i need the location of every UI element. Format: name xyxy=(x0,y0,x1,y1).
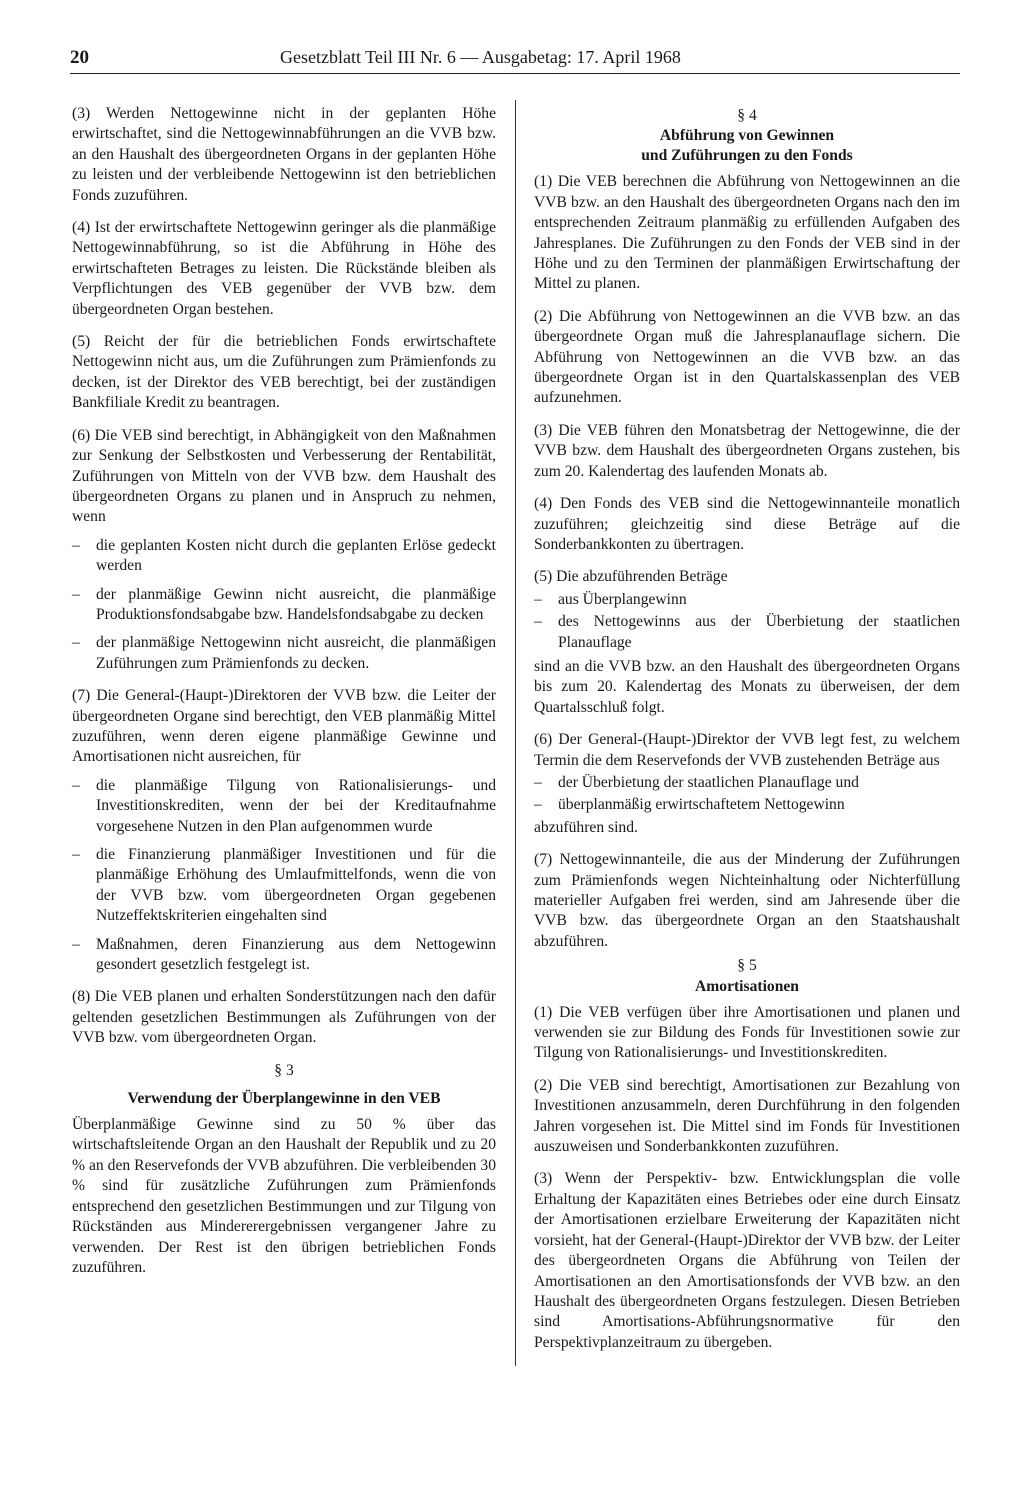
paragraph-amort-2: (2) Die VEB sind berechtigt, Amortisationen zur Bezahlung von Investitionen anzusammeln, deren Durchführung in den folgenden Jahren vorgesehen ist. Die Mittel sind im Fonds für Investitionen auszuweisen und Sonderbankkonten zuzuführen. xyxy=(534,1076,960,1156)
list-item: – Maßnahmen, deren Finanzierung aus dem Nettogewinn gesondert gesetzlich festgelegt ist. xyxy=(72,935,496,974)
paragraph-left-5: (5) Reicht der für die betrieblichen Fonds erwirtschaftete Nettogewinn nicht aus, um die Zuführungen zum Prämienfonds zu decken, ist der Direktor des VEB berechtigt, bei der zuständigen Bankfiliale Kredit zu beantragen. xyxy=(72,333,496,412)
paragraph-right-4: (4) Den Fonds des VEB sind die Nettogewinnanteile monatlich zuzuführen; gleichzeitig sind diese Beträge auf die Sonderbankkonten zu übertragen. xyxy=(534,495,960,553)
paragraph-left-6: (6) Die VEB sind berechtigt, in Abhängigkeit von den Maßnahmen zur Senkung der Selbstkosten und Verbesserung der Rentabilität, Zuführungen von Mitteln von der VVB bzw. dem Haushalt des übergeordneten Organs zu planen und in Anspruch zu nehmen, wenn xyxy=(72,426,496,526)
paragraph-left-4: (4) Ist der erwirtschaftete Nettogewinn geringer als die planmäßige Nettogewinnabführung, so ist die Abführung in Höhe des erwirtschafteten Betrages zu leisten. Die Rückstände bleiben als Verpflichtungen des VEB gegenüber der VVB bzw. dem übergeordneten Organ bestehen. xyxy=(72,219,496,318)
list-item: – die planmäßige Tilgung von Rationalisierungs- und Investitionskrediten, wenn der bei der Kreditaufnahme vorgesehene Nutzen in den Plan aufgenommen wurde xyxy=(72,776,496,835)
paragraph-right-6-tail: abzuführen sind. xyxy=(534,818,638,836)
paragraph-left-3: (3) Werden Nettogewinne nicht in der geplanten Höhe erwirtschaftet, sind die Nettogewinnabführungen an die VVB bzw. an den Haushalt des übergeordneten Organs in der geplanten Höhe zu leisten und der verbleibende Nettogewinn ist den betrieblichen Fonds zuzuführen. xyxy=(72,105,496,204)
section-3-text: Überplanmäßige Gewinne sind zu 50 % über das wirtschaftsleitende Organ an den Haushalt der Republik und zu 20 % an den Reservefonds der VVB abzuführen. Die verbleibenden 30 % sind für zusätzliche Zuführungen zum Prämienfonds entsprechend den gesetzlichen Bestimmungen und zur Tilgung von Rückständen aus Mindererergebnissen vergangener Jahre zu verwenden. Der Rest ist den übrigen betrieblichen Fonds zuzuführen. xyxy=(72,1116,496,1276)
paragraph-right-2: (2) Die Abführung von Nettogewinnen an die VVB bzw. an das übergeordnete Organ muß die Jahresplanauflage sichern. Die Abführung von Nettogewinnen an die VVB bzw. an das übergeordnete Organ ist in den Quartalskassenplan des VEB aufzunehmen. xyxy=(534,307,960,407)
page-number: 20 xyxy=(70,47,89,68)
section-number-5: § 5 xyxy=(737,957,757,975)
paragraph-right-7: (7) Nettogewinnanteile, die aus der Minderung der Zuführungen zum Prämienfonds wegen Nichteinhaltung oder Nichterfüllung materieller Aufgaben frei werden, sind am Jahresende über die VVB bzw. das übergeordnete Organ an den Staatshaushalt abzuführen. xyxy=(534,851,960,950)
section-title-5: Amortisationen xyxy=(695,977,799,995)
list-item: – des Nettogewinns aus der Überbietung der staatlichen Planauflage xyxy=(534,613,960,651)
list-item: – die Finanzierung planmäßiger Investitionen und für die planmäßige Erhöhung des Umlaufmittelfonds, wenn die von der VVB bzw. vom übergeordneten Organ gegebenen Nutzeffektskriterien eingehalten sind xyxy=(72,846,496,925)
section-title-4 xyxy=(534,126,960,166)
paragraph-right-5: (5) Die abzuführenden Beträge xyxy=(534,568,728,586)
paragraph-left-8: (8) Die VEB planen und erhalten Sonderstützungen nach den dafür geltenden gesetzlichen Bestimmungen als Zuführungen von der VVB bzw. vom übergeordneten Organ. xyxy=(72,988,496,1047)
paragraph-right-3: (3) Die VEB führen den Monatsbetrag der Nettogewinne, die der VVB bzw. dem Haushalt des übergeordneten Organs zustehen, bis zum 20. Kalendertag des laufenden Monats ab. xyxy=(534,421,960,480)
section-title-3: Verwendung der Überplangewinne in den VEB xyxy=(127,1090,441,1108)
paragraph-right-6: (6) Der General-(Haupt-)Direktor der VVB legt fest, zu welchem Termin die dem Reservefonds der VVB zustehenden Beträge aus xyxy=(534,731,960,769)
list-item: – aus Überplangewinn xyxy=(534,590,687,608)
list-item: – der Überbietung der staatlichen Planauflage und xyxy=(534,773,859,791)
section-title-4-line-1: Abführung von Gewinnen xyxy=(659,127,835,145)
section-number-3: § 3 xyxy=(274,1061,294,1079)
column-divider xyxy=(515,100,516,1366)
list-item: – die geplanten Kosten nicht durch die geplanten Erlöse gedeckt werden xyxy=(72,536,496,575)
paragraph-right-5-tail: sind an die VVB bzw. an den Haushalt des übergeordneten Organs bis zum 20. Kalendertag des Monats zu überweisen, der dem Quartalsschluß folgt. xyxy=(534,657,960,716)
paragraph-left-7: (7) Die General-(Haupt-)Direktoren der VVB bzw. die Leiter der übergeordneten Organe sind berechtigt, den VEB planmäßig Mittel zuzuführen, wenn deren eigene planmäßige Gewinne und Amortisationen nicht ausreichen, für xyxy=(72,687,496,766)
paragraph-right-1: (1) Die VEB berechnen die Abführung von Nettogewinnen an die VVB bzw. an den Haushalt des übergeordneten Organs nach den im entsprechenden Zeitraum planmäßig zu erfüllenden Aufgaben des Jahresplanes. Die Zuführungen zu den Fonds der VEB sind in der Höhe und zu den Terminen der planmäßigen Erwirtschaftung der Mittel zu planen. xyxy=(534,173,960,293)
section-title-4-line-2: und Zuführungen zu den Fonds xyxy=(641,147,853,165)
section-number-4: § 4 xyxy=(737,107,757,124)
list-item: – der planmäßige Gewinn nicht ausreicht, die planmäßige Produktionsfondsabgabe bzw. Handelsfondsabgabe zu decken xyxy=(72,585,496,623)
paragraph-amort-3: (3) Wenn der Perspektiv- bzw. Entwicklungsplan die volle Erhaltung der Kapazitäten eines Betriebes oder eine durch Einsatz der Amortisationen erzielbare Erweiterung der Kapazitäten nicht vorsieht, hat der General-(Haupt-)Direktor der VVB bzw. der Leiter des übergeordneten Organs die Abführung von Teilen der Amortisationen an den Amortisationsfonds der VVB bzw. an den Haushalt des übergeordneten Organs festzulegen. Diesen Betrieben sind Amortisations-Abführungsnormative für den Perspektivplanzeitraum zu übergeben. xyxy=(534,1170,960,1351)
right-column xyxy=(534,104,960,1365)
paragraph-amort-1: (1) Die VEB verfügen über ihre Amortisationen und planen und verwenden sie zur Bildung des Fonds für Investitionen sowie zur Tilgung von Rationalisierungs- und Investitionskrediten. xyxy=(534,1003,960,1062)
left-column xyxy=(72,104,496,1290)
list-item: – überplanmäßig erwirtschaftetem Nettogewinn xyxy=(534,796,845,814)
running-title: Gesetzblatt Teil III Nr. 6 — Ausgabetag: 17. April 1968 xyxy=(280,47,681,67)
list-item: – der planmäßige Nettogewinn nicht ausreicht, die planmäßigen Zuführungen zum Prämienfonds zu decken. xyxy=(72,634,496,672)
page-header xyxy=(70,45,960,74)
